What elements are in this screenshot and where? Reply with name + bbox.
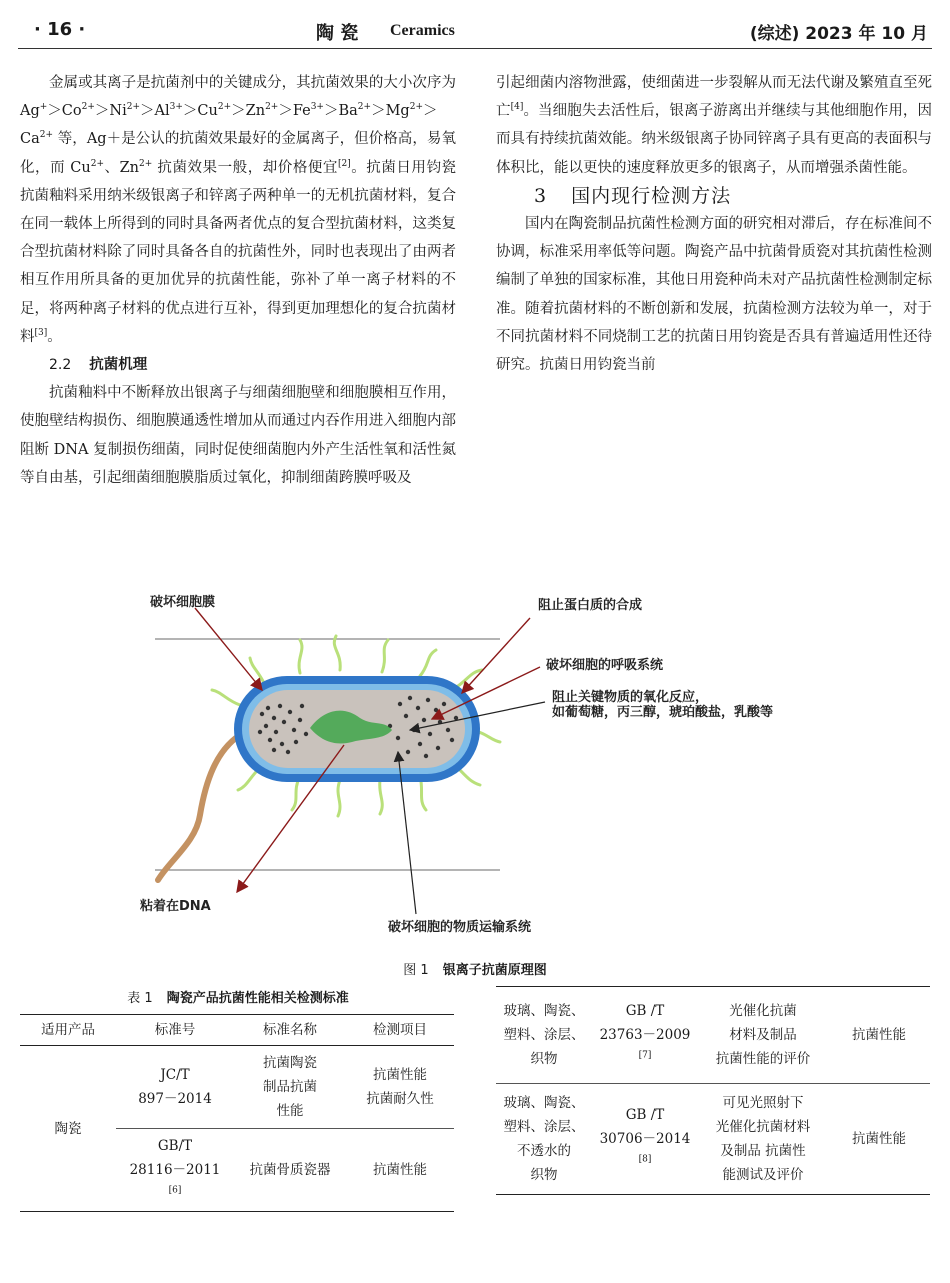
flagellum bbox=[158, 732, 245, 880]
standard-number-cell: JC/T 897－2014 bbox=[116, 1046, 234, 1129]
right-column bbox=[496, 69, 932, 379]
figure-1 bbox=[0, 580, 950, 940]
standard-name-cell: 抗菌骨质瓷器 bbox=[249, 1162, 331, 1178]
column-header: 标准号 bbox=[116, 1015, 234, 1046]
test-item-cell: 抗菌性能 bbox=[373, 1162, 427, 1178]
standard-name-cell: 抗菌陶瓷 制品抗菌 性能 bbox=[234, 1046, 346, 1129]
label-protein-synthesis: 阻止蛋白质的合成 bbox=[538, 598, 643, 613]
column-header: 适用产品 bbox=[20, 1015, 116, 1046]
table-1 bbox=[20, 1014, 454, 1212]
standard-number-cell: GB/T 28116－2011 [6] bbox=[129, 1138, 221, 1196]
citation: [8] bbox=[638, 1154, 652, 1165]
product-cell: 陶瓷 bbox=[54, 1120, 82, 1137]
label-oxidation-line2: 如葡萄糖，丙三醇，琥珀酸盐，乳酸等 bbox=[552, 705, 774, 720]
running-header bbox=[0, 0, 950, 48]
table-row bbox=[496, 1084, 930, 1195]
citation: [2] bbox=[337, 158, 351, 169]
journal-name-en: Ceramics bbox=[390, 22, 455, 39]
figure-caption: 图 1 银离子抗菌原理图 bbox=[403, 963, 547, 978]
test-item-cell: 抗菌性能 抗菌耐久性 bbox=[346, 1046, 454, 1129]
label-transport: 破坏细胞的物质运输系统 bbox=[388, 920, 532, 935]
table-1-continued bbox=[496, 986, 930, 1195]
test-item-cell: 抗菌性能 bbox=[852, 1131, 906, 1147]
standard-name-cell: 可见光照射下 光催化抗菌材料 及制品 抗菌性 能测试及评价 bbox=[715, 1095, 811, 1183]
issue-info: (综述) 2023 年 10 月 bbox=[749, 24, 928, 44]
label-respiration: 破坏细胞的呼吸系统 bbox=[546, 658, 664, 673]
table-row bbox=[20, 1046, 454, 1129]
paragraph-metal-ions: 金属或其离子是抗菌剂中的关键成分，其抗菌效果的大小次序为 $Ag^+>Co^{2+}>Ni^{2+}>Al^{3+}>Cu^{2+}>Zn^{2+}>Fe^{3+}>Ba^{2+}>Mg^{2+}>Ca^{2+}$ 等，Ag＋是公认的抗菌效果最好的金属离子，但价格高，易氧化，而 $Cu^{2+}$、$Zn^{2+}$ 抗菌效果一般，却价格便宜[2]。抗菌日用钧瓷抗菌釉料采用纳米级银离子和锌离子两种单一的无机抗菌材料，复合在同一载体上所得到的同时具备两者优点的复合型抗菌材料，这类复合型抗菌材料除了同时具备各自的抗菌性外，同时也表现出了由两者相互作用所具备的更加优异的抗菌性能，弥补了单一离子材料的不足，将两种离子材料的优点进行互补，得到更加理想化的复合抗菌材料[3]。 bbox=[20, 75, 457, 345]
column-header: 检测项目 bbox=[346, 1015, 454, 1046]
standard-number-cell: GB /T 30706－2014 [8] bbox=[599, 1107, 691, 1165]
product-cell: 玻璃、陶瓷、 塑料、涂层、 不透水的 织物 bbox=[503, 1095, 585, 1183]
section-heading-3: 3 国内现行检测方法 bbox=[534, 184, 732, 207]
test-item-cell: 抗菌性能 bbox=[828, 987, 930, 1084]
paragraph-continued: 引起细菌内溶物泄露，使细菌进一步裂解从而无法代谢及繁殖直至死亡[4]。当细胞失去活性后，银离子游离出并继续与其他细胞作用，因而具有持续抗菌效能。纳米级银离子协同锌离子具有更高的表面积与体积比，能以更快的速度释放更多的银离子，从而增强杀菌性能。 bbox=[496, 75, 933, 176]
product-cell: 玻璃、陶瓷、 塑料、涂层、 织物 bbox=[496, 987, 592, 1084]
standard-name-cell: 光催化抗菌 材料及制品 抗菌性能的评价 bbox=[698, 987, 828, 1084]
page-number: · 16 · bbox=[34, 19, 86, 40]
table-caption: 表 1 陶瓷产品抗菌性能相关检测标准 bbox=[127, 991, 349, 1006]
paragraph-domestic-methods: 国内在陶瓷制品抗菌性检测方面的研究相对滞后，存在标准间不协调，标准采用率低等问题。陶瓷产品中抗菌骨质瓷对其抗菌性检测编制了单独的国家标准，其他日用瓷种尚未对产品抗菌性检测制定标准。随着抗菌材料的不断创新和发展，抗菌检测方法较为单一，对于不同抗菌材料不同烧制工艺的抗菌日用钧瓷是否具有普遍适用性还待研究。抗菌日用钧瓷当前 bbox=[496, 216, 932, 374]
bacteria-diagram bbox=[0, 580, 950, 940]
label-cell-membrane: 破坏细胞膜 bbox=[150, 595, 216, 610]
citation: [3] bbox=[34, 328, 48, 338]
paragraph-mechanism: 抗菌釉料中不断释放出银离子与细菌细胞壁和细胞膜相互作用，使胞壁结构损伤、细胞膜通透性增加从而通过内吞作用进入细胞内部阻断 DNA 复制损伤细菌，同时促使细菌胞内外产生活性氧和活性氮等自由基，引起细菌细胞膜脂质过氧化，抑制细菌跨膜呼吸及 bbox=[20, 385, 456, 486]
section-heading-2-2: 2.2 抗菌机理 bbox=[49, 357, 148, 374]
citation: [6] bbox=[168, 1185, 182, 1196]
citation: [4] bbox=[510, 102, 524, 113]
header-rule bbox=[18, 48, 932, 49]
arrow-protein bbox=[462, 618, 530, 693]
table-row bbox=[496, 987, 930, 1084]
column-header: 标准名称 bbox=[234, 1015, 346, 1046]
citation: [7] bbox=[638, 1050, 652, 1061]
standard-number-cell: GB /T 23763－2009 [7] bbox=[592, 987, 698, 1084]
label-oxidation-line1: 阻止关键物质的氧化反应， bbox=[552, 690, 709, 705]
left-column bbox=[20, 69, 456, 492]
journal-name-cn: 陶 瓷 bbox=[316, 23, 359, 44]
arrow-cell-membrane bbox=[195, 608, 262, 690]
label-dna: 粘着在DNA bbox=[140, 899, 211, 914]
table-header-row bbox=[20, 1015, 454, 1046]
